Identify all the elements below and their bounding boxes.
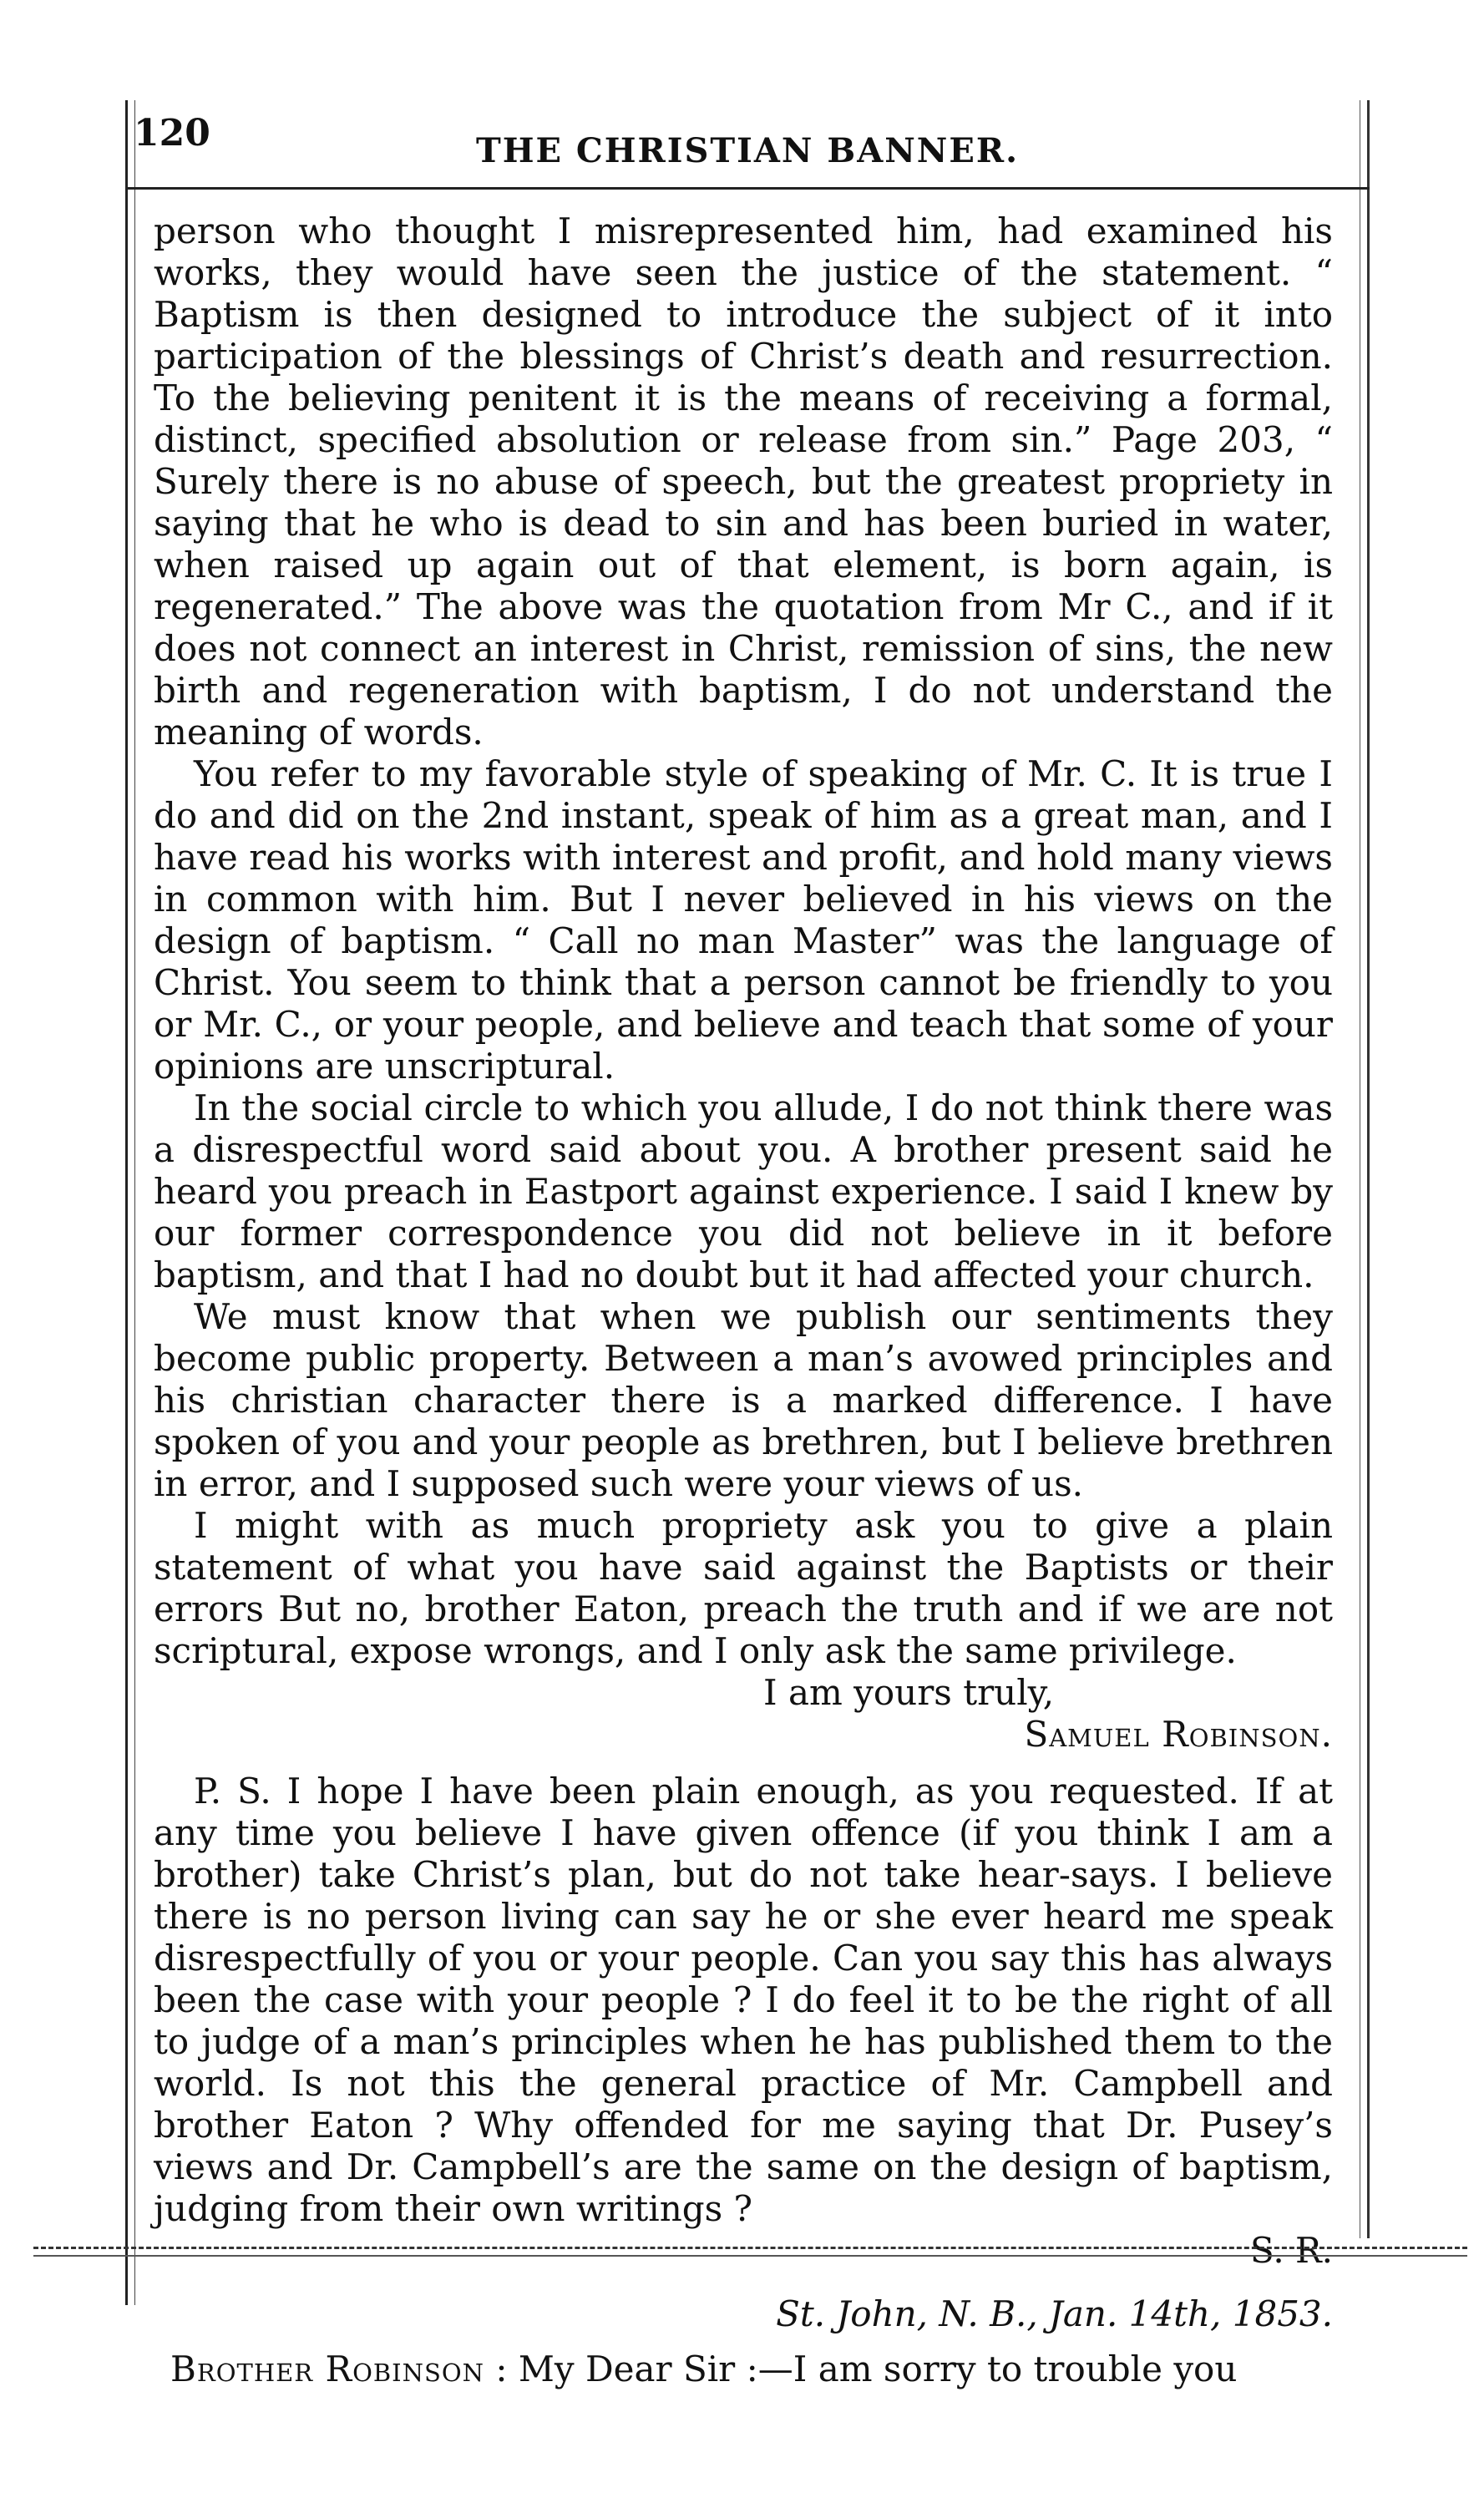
- publication-title: THE CHRISTIAN BANNER.: [475, 130, 1020, 170]
- paragraph-4: We must know that when we publish our sentiments they become public property. Between a man’s avowed principles and his christian character there is a marked difference. I have spoken of you and your people as brethren, but I believe brethren in error, and I supposed such were your views of us.: [154, 1296, 1333, 1504]
- salutation: [154, 2349, 1333, 2390]
- postscript: P. S. I hope I have been plain enough, as you requested. If at any time you believe I have given offence (if you think I am a brother) take Christ’s plan, but do not take hear-says. I believe there is no person living can say he or she ever heard me speak disrespectfully of you or your people. Can you say this has always been the case with your people ? I do feel it to be the right of all to judge of a man’s principles when he has published them to the world. Is not this the general practice of Mr. Campbell and brother Eaton ? Why offended for me saying that Dr. Pusey’s views and Dr. Campbell’s are the same on the design of baptism, judging from their own writings ?: [154, 1771, 1333, 2229]
- bottom-rule-thin: [33, 2255, 1467, 2257]
- closing-line: I am yours truly,: [763, 1672, 1055, 1713]
- running-header: [159, 117, 1336, 184]
- paragraph-2: You refer to my favorable style of speaking of Mr. C. It is true I do and did on the 2nd instant, speak of him as a great man, and I have read his works with interest and profit, and hold many views in common with him. But I never believed in his views on the design of baptism. “ Call no man Master” was the language of Christ. You seem to think that a person cannot be friendly to you or Mr. C., or your people, and believe and teach that some of your opinions are unscriptural.: [154, 753, 1333, 1087]
- signature-name: Samuel Robinson.: [1024, 1714, 1333, 1755]
- page: [125, 100, 1370, 2389]
- paragraph-5: I might with as much propriety ask you to give a plain statement of what you have said against the Baptists or their errors But no, brother Eaton, preach the truth and if we are not scriptural, expose wrongs, and I only ask the same privilege.: [154, 1505, 1333, 1671]
- header-rule: [125, 187, 1370, 190]
- bottom-rule: [33, 2247, 1467, 2249]
- right-border: [1360, 100, 1370, 2238]
- left-border: [125, 100, 135, 2305]
- salutation-text: : My Dear Sir :—I am sorry to trouble you: [495, 2349, 1238, 2389]
- signature: [154, 1714, 1333, 1756]
- article-body: [154, 210, 1333, 2390]
- salutation-name: Brother Robinson: [170, 2349, 485, 2389]
- postscript-initials: S. R.: [1250, 2230, 1333, 2271]
- paragraph-3: In the social circle to which you allude, I do not think there was a disrespectful word said about you. A brother present said he heard you preach in Eastport against experience. I said I knew by our former correspondence you did not believe in it before baptism, and that I had no doubt but it had affected your church.: [154, 1087, 1333, 1295]
- dateline: St. John, N. B., Jan. 14th, 1853.: [776, 2293, 1333, 2334]
- page-number: 120: [134, 112, 210, 155]
- paragraph-1: person who thought I misrepresented him, had examined his works, they would have seen the justice of the statement. “ Baptism is then designed to introduce the subject of it into participation of the blessings of Christ’s death and resurrection. To the believing penitent it is the means of receiving a formal, distinct, specified absolution or release from sin.” Page 203, “ Surely there is no abuse of speech, but the greatest propriety in saying that he who is dead to sin and has been buried in water, when raised up again out of that element, is born again, is regenerated.” The above was the quotation from Mr C., and if it does not connect an interest in Christ, remission of sins, the new birth and regeneration with baptism, I do not understand the meaning of words.: [154, 210, 1333, 752]
